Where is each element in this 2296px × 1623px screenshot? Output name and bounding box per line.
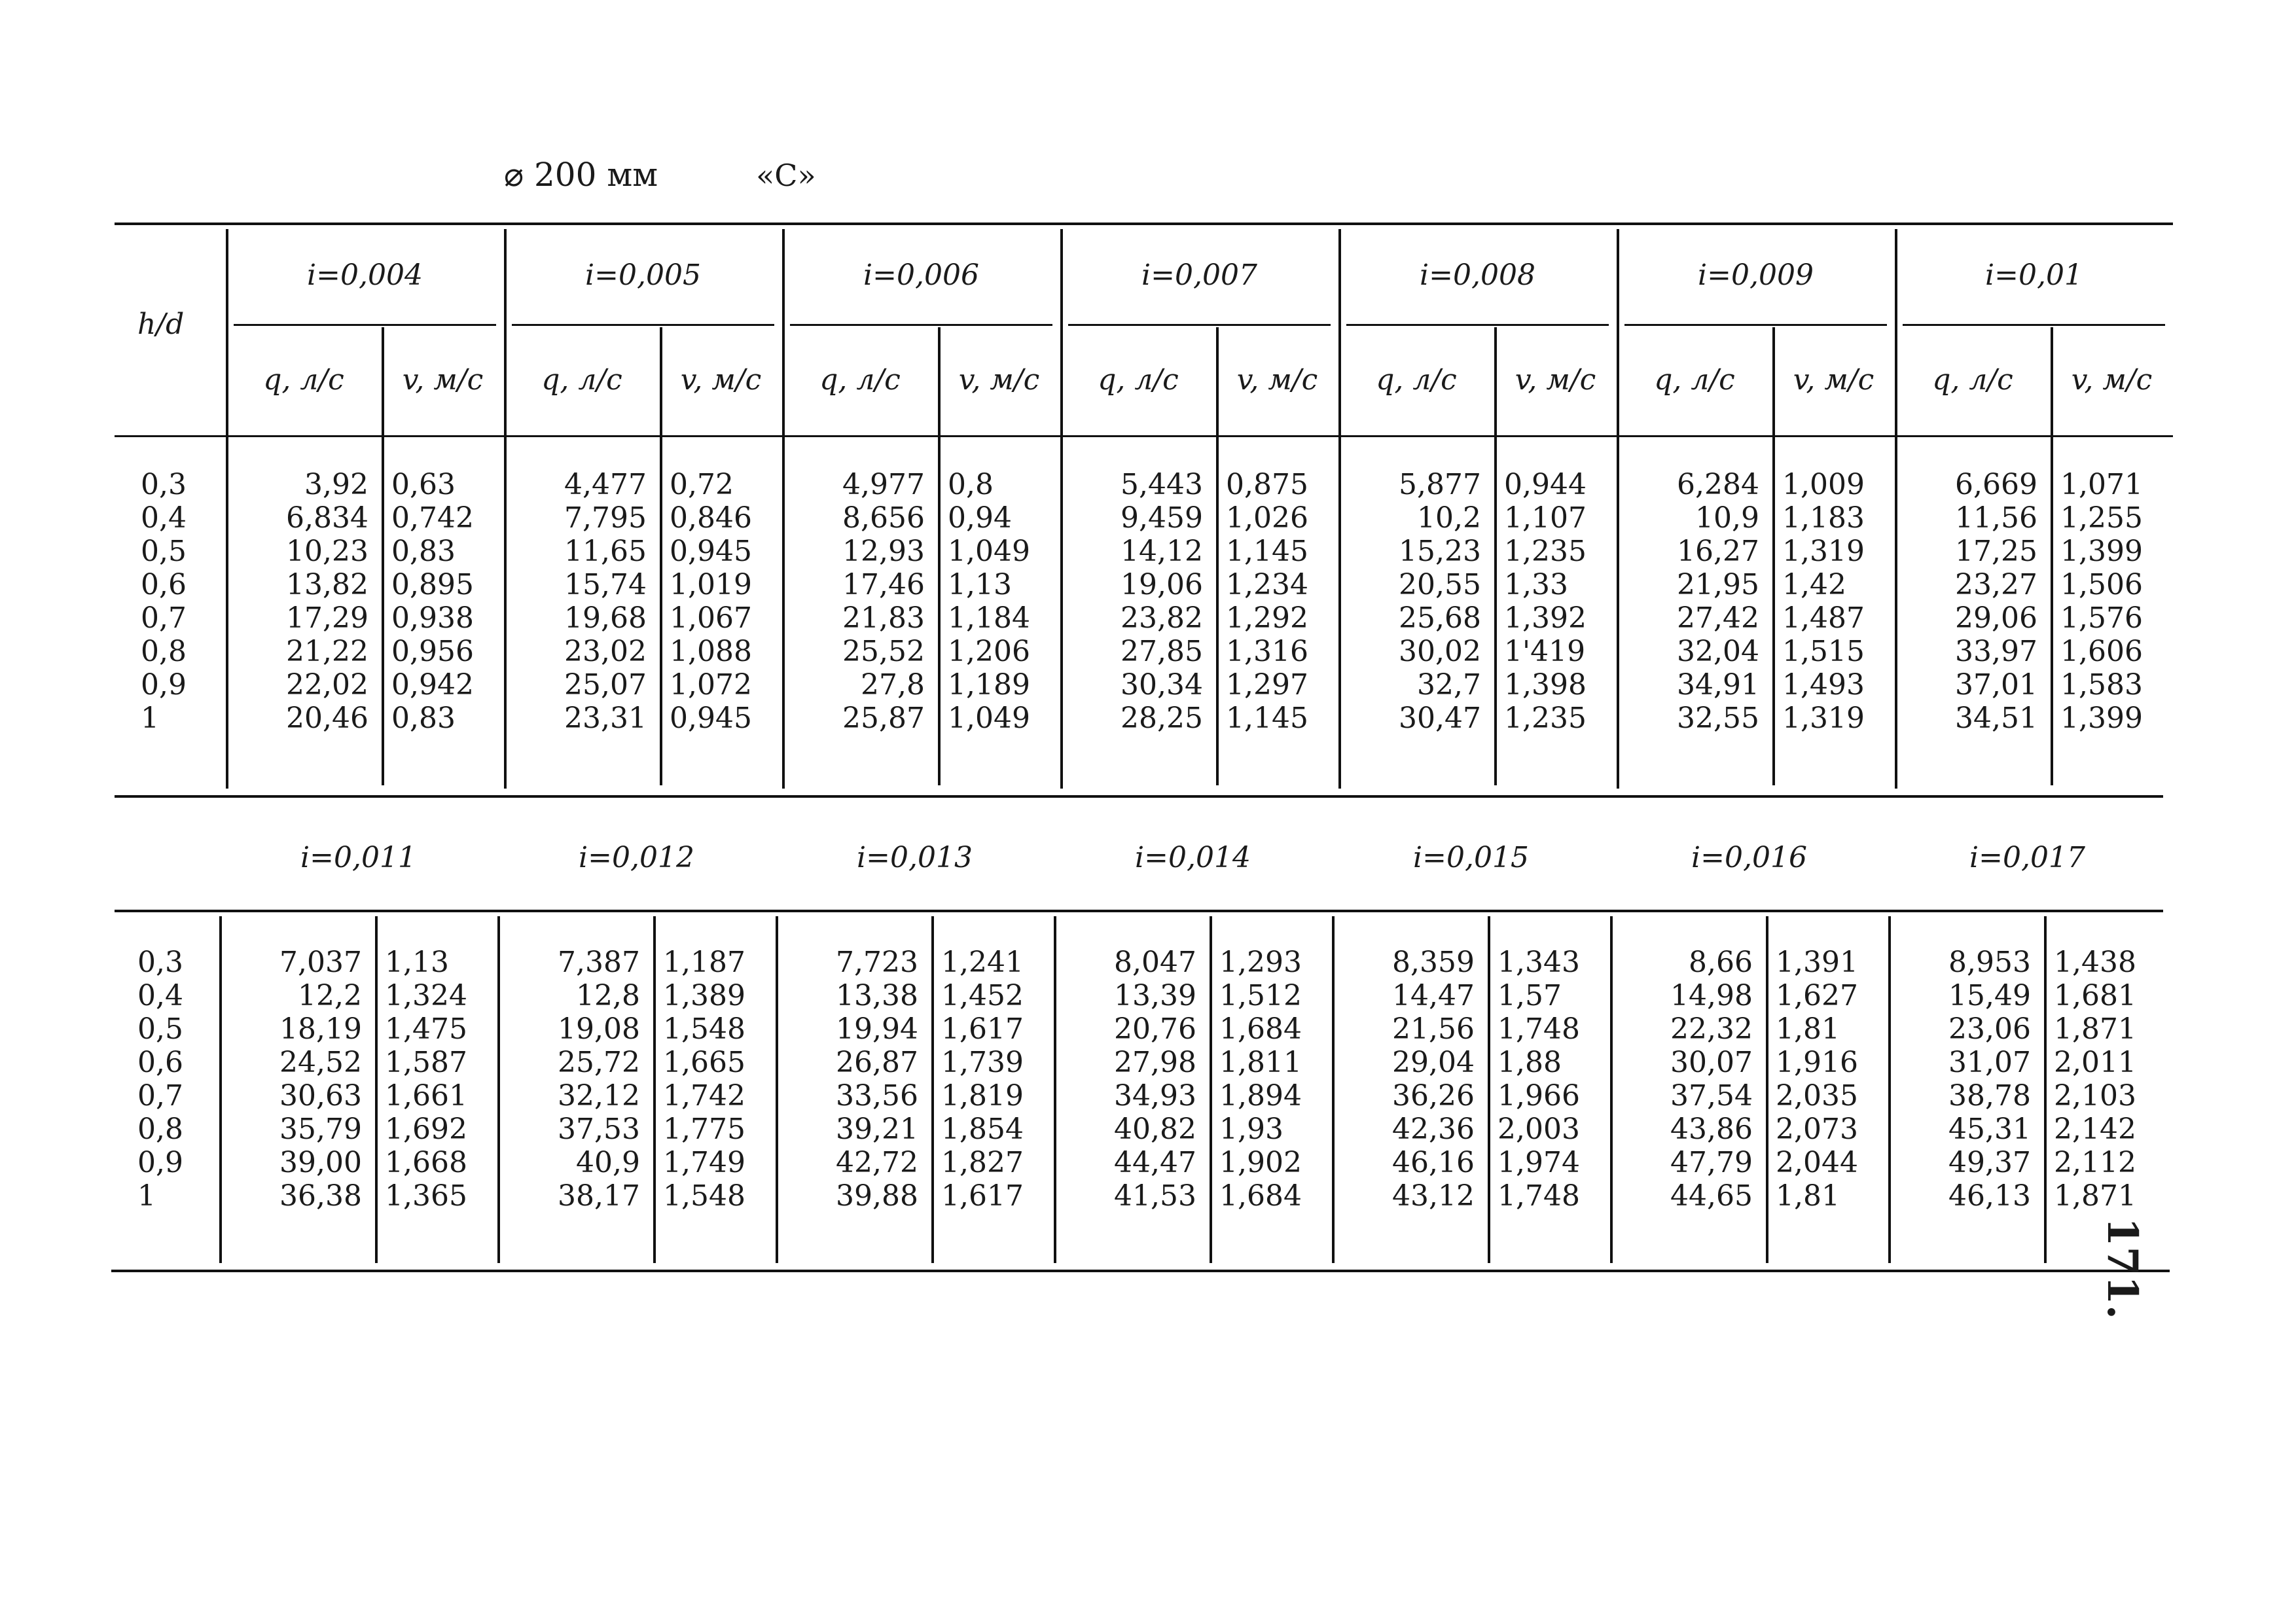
table2-qv-divider (375, 916, 378, 1263)
table2-qv-divider (2044, 916, 2047, 1263)
table2-qv-divider (931, 916, 934, 1263)
table1-slope-header: i=0,004 (307, 259, 423, 292)
table2-group-divider (1610, 916, 1613, 1263)
table1-q-values: 6,284 10,9 16,27 21,95 27,42 32,04 34,91 32,55 (1677, 468, 1759, 735)
table1-v-header: v, м/с (1793, 363, 1874, 397)
table1-slope-rule (1903, 324, 2165, 326)
table1-hd-column: 0,3 0,4 0,5 0,6 0,7 0,8 0,9 1 (141, 468, 187, 735)
table2-q-values: 8,047 13,39 20,76 27,98 34,93 40,82 44,47 41,53 (1114, 946, 1196, 1213)
table1-slope-rule (234, 324, 496, 326)
table2-group-divider (1888, 916, 1891, 1263)
table2-q-values: 8,953 15,49 23,06 31,07 38,78 45,31 49,37 46,13 (1948, 946, 2031, 1213)
table1-v-header: v, м/с (958, 363, 1040, 397)
table2-header-rule (115, 910, 2163, 912)
table1-slope-rule (1068, 324, 1331, 326)
table1-q-header: q, л/с (1654, 363, 1735, 397)
table1-q-values: 6,669 11,56 17,25 23,27 29,06 33,97 37,01 34,51 (1955, 468, 2037, 735)
table1-slope-header: i=0,009 (1698, 259, 1814, 292)
table2-hd-column: 0,3 0,4 0,5 0,6 0,7 0,8 0,9 1 (137, 946, 183, 1213)
table1-group-divider (226, 229, 228, 789)
table1-group-divider (1338, 229, 1341, 789)
table1-q-header: q, л/с (819, 363, 901, 397)
page-number: 171. (2098, 1217, 2147, 1319)
table2-qv-divider (1210, 916, 1212, 1263)
table1-v-values: 0,8 0,94 1,049 1,13 1,184 1,206 1,189 1,049 (948, 468, 1030, 735)
table1-v-header: v, м/с (1515, 363, 1596, 397)
table2-q-values: 7,387 12,8 19,08 25,72 32,12 37,53 40,9 38,17 (558, 946, 640, 1213)
table2-v-values: 1,293 1,512 1,684 1,811 1,894 1,93 1,902 1,684 (1219, 946, 1302, 1213)
table2-q-values: 7,037 12,2 18,19 24,52 30,63 35,79 39,00 36,38 (279, 946, 362, 1213)
table2-v-values: 1,391 1,627 1,81 1,916 2,035 2,073 2,044 1,81 (1776, 946, 1858, 1213)
table2-group-divider (497, 916, 500, 1263)
page-header (504, 156, 914, 194)
table1-v-values: 0,63 0,742 0,83 0,895 0,938 0,956 0,942 0,83 (391, 468, 474, 735)
table2-v-values: 1,343 1,57 1,748 1,88 1,966 2,003 1,974 1,748 (1498, 946, 1580, 1213)
table1-v-values: 0,944 1,107 1,235 1,33 1,392 1'419 1,398 1,235 (1504, 468, 1587, 735)
table1-q-header: q, л/с (263, 363, 344, 397)
table2-group-divider (776, 916, 778, 1263)
table1-slope-header: i=0,008 (1420, 259, 1535, 292)
table1-group-divider (1060, 229, 1063, 789)
table1-q-values: 4,977 8,656 12,93 17,46 21,83 25,52 27,8 25,87 (842, 468, 925, 735)
table1-header-rule (115, 435, 2173, 437)
table1-slope-rule (790, 324, 1052, 326)
table1-q-header: q, л/с (1376, 363, 1457, 397)
table1-slope-header: i=0,005 (585, 259, 701, 292)
table1-slope-header: i=0,01 (1985, 259, 2083, 292)
table1-slope-rule (512, 324, 774, 326)
table1-q-header: q, л/с (1932, 363, 2013, 397)
pipe-diameter: ⌀ 200 мм (504, 156, 658, 194)
table1-q-header: q, л/с (541, 363, 622, 397)
table2-bottom-rule (111, 1270, 2170, 1272)
table1-group-divider (1895, 229, 1897, 789)
table2-q-values: 7,723 13,38 19,94 26,87 33,56 39,21 42,72 39,88 (836, 946, 918, 1213)
table2-qv-divider (653, 916, 656, 1263)
table1-v-values: 0,875 1,026 1,145 1,234 1,292 1,316 1,297 1,145 (1226, 468, 1308, 735)
table2-q-values: 8,66 14,98 22,32 30,07 37,54 43,86 47,79 44,65 (1670, 946, 1753, 1213)
table2-slope-header: i=0,012 (579, 841, 694, 874)
table1-q-header: q, л/с (1098, 363, 1179, 397)
table1-bottom-rule (115, 795, 2163, 798)
table2-slope-header: i=0,014 (1135, 841, 1251, 874)
table2-group-divider (1054, 916, 1056, 1263)
table1-v-values: 1,009 1,183 1,319 1,42 1,487 1,515 1,493 1,319 (1782, 468, 1865, 735)
table1-v-header: v, м/с (1236, 363, 1318, 397)
table1-group-divider (504, 229, 507, 789)
table2-qv-divider (1766, 916, 1768, 1263)
table1-q-values: 4,477 7,795 11,65 15,74 19,68 23,02 25,07 23,31 (564, 468, 647, 735)
table1-group-divider (782, 229, 785, 789)
table2-slope-header: i=0,011 (300, 841, 416, 874)
table2-group-divider (1332, 916, 1335, 1263)
table2-qv-divider (1488, 916, 1490, 1263)
table1-group-divider (1617, 229, 1619, 789)
table1-v-header: v, м/с (402, 363, 484, 397)
table2-slope-header: i=0,017 (1969, 841, 2085, 874)
table1-slope-rule (1624, 324, 1887, 326)
table1-v-header: v, м/с (680, 363, 762, 397)
table1-slope-header: i=0,006 (863, 259, 979, 292)
table2-v-values: 1,438 1,681 1,871 2,011 2,103 2,142 2,112 1,871 (2054, 946, 2136, 1213)
table1-v-values: 0,72 0,846 0,945 1,019 1,067 1,088 1,072 0,945 (670, 468, 752, 735)
table2-v-values: 1,241 1,452 1,617 1,739 1,819 1,854 1,827 1,617 (941, 946, 1024, 1213)
table2-slope-header: i=0,013 (857, 841, 973, 874)
table1-q-values: 5,877 10,2 15,23 20,55 25,68 30,02 32,7 30,47 (1399, 468, 1481, 735)
table1-slope-header: i=0,007 (1141, 259, 1257, 292)
table1-top-rule (115, 223, 2173, 225)
table1-q-values: 3,92 6,834 10,23 13,82 17,29 21,22 22,02 20,46 (286, 468, 368, 735)
table2-slope-header: i=0,015 (1413, 841, 1529, 874)
table2-v-values: 1,187 1,389 1,548 1,665 1,742 1,775 1,749 1,548 (663, 946, 745, 1213)
table2-v-values: 1,13 1,324 1,475 1,587 1,661 1,692 1,668 1,365 (385, 946, 467, 1213)
table2-q-values: 8,359 14,47 21,56 29,04 36,26 42,36 46,16 43,12 (1392, 946, 1475, 1213)
table2-slope-header: i=0,016 (1691, 841, 1807, 874)
series-label: «С» (756, 158, 816, 193)
hd-header: h/d (137, 308, 185, 341)
table2-group-divider (219, 916, 222, 1263)
table1-v-header: v, м/с (2071, 363, 2153, 397)
table1-q-values: 5,443 9,459 14,12 19,06 23,82 27,85 30,34 28,25 (1121, 468, 1203, 735)
table1-v-values: 1,071 1,255 1,399 1,506 1,576 1,606 1,583 1,399 (2060, 468, 2143, 735)
table1-slope-rule (1346, 324, 1609, 326)
